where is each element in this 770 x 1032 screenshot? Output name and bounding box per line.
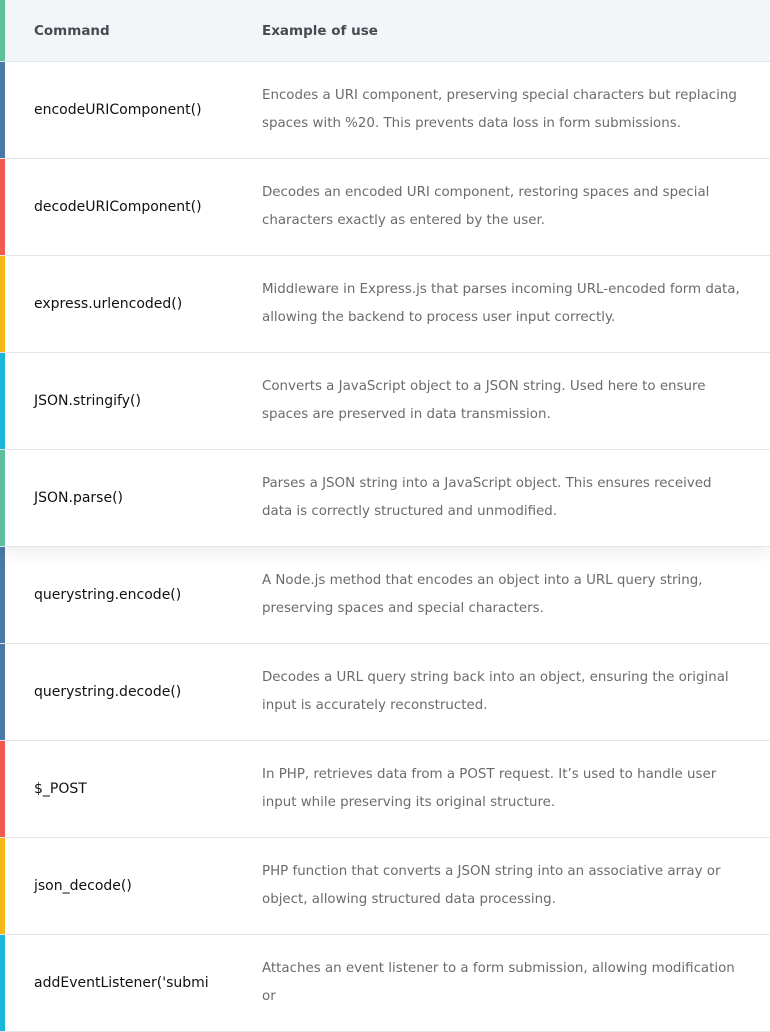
- command-cell: JSON.parse(): [34, 490, 124, 506]
- table-row: [0, 353, 770, 450]
- row-accent-stripe: [0, 256, 5, 352]
- command-cell: encodeURIComponent(): [34, 102, 202, 118]
- description-cell: Decodes an encoded URI component, restoring spaces and special characters exactly as entered by the user.: [262, 185, 710, 228]
- row-accent-stripe: [0, 935, 5, 1031]
- description-cell: Converts a JavaScript object to a JSON string. Used here to ensure spaces are preserved in data transmission.: [262, 379, 706, 422]
- table-row: [0, 547, 770, 644]
- row-accent-stripe: [0, 547, 5, 643]
- table-row: [0, 159, 770, 256]
- column-header-example: Example of use: [262, 22, 378, 39]
- table-row: [0, 62, 770, 159]
- table-row: [0, 838, 770, 935]
- table-row: [0, 644, 770, 741]
- command-cell: $_POST: [34, 781, 87, 797]
- row-accent-stripe: [0, 62, 5, 158]
- table-row: [0, 935, 770, 1032]
- table-row: [0, 741, 770, 838]
- row-accent-stripe: [0, 450, 5, 546]
- description-cell: Parses a JSON string into a JavaScript object. This ensures received data is correctly structured and unmodified.: [262, 476, 712, 519]
- description-cell: Encodes a URI component, preserving special characters but replacing spaces with %20. This prevents data loss in form submissions.: [262, 88, 737, 131]
- command-cell: decodeURIComponent(): [34, 199, 202, 215]
- description-cell: Attaches an event listener to a form submission, allowing modification or: [262, 961, 735, 1004]
- description-cell: Middleware in Express.js that parses incoming URL-encoded form data, allowing the backend to process user input correctly.: [262, 282, 740, 325]
- description-cell: Decodes a URL query string back into an object, ensuring the original input is accurately reconstructed.: [262, 670, 729, 713]
- description-cell: In PHP, retrieves data from a POST request. It’s used to handle user input while preserving its original structure.: [262, 767, 717, 810]
- description-cell: A Node.js method that encodes an object into a URL query string, preserving spaces and special characters.: [262, 573, 703, 616]
- table-row: [0, 450, 770, 547]
- row-accent-stripe: [0, 644, 5, 740]
- command-cell: querystring.decode(): [34, 684, 182, 700]
- row-accent-stripe: [0, 0, 5, 61]
- column-header-command: Command: [34, 22, 110, 39]
- table-row: [0, 256, 770, 353]
- description-cell: PHP function that converts a JSON string into an associative array or object, allowing structured data processing.: [262, 864, 721, 907]
- command-cell: querystring.encode(): [34, 587, 182, 603]
- table-header: [0, 0, 770, 62]
- command-cell: express.urlencoded(): [34, 296, 183, 312]
- command-cell: json_decode(): [34, 878, 132, 894]
- command-cell: addEventListener('submi: [34, 975, 209, 991]
- command-cell: JSON.stringify(): [34, 393, 141, 409]
- row-accent-stripe: [0, 838, 5, 934]
- row-accent-stripe: [0, 353, 5, 449]
- row-accent-stripe: [0, 741, 5, 837]
- row-accent-stripe: [0, 159, 5, 255]
